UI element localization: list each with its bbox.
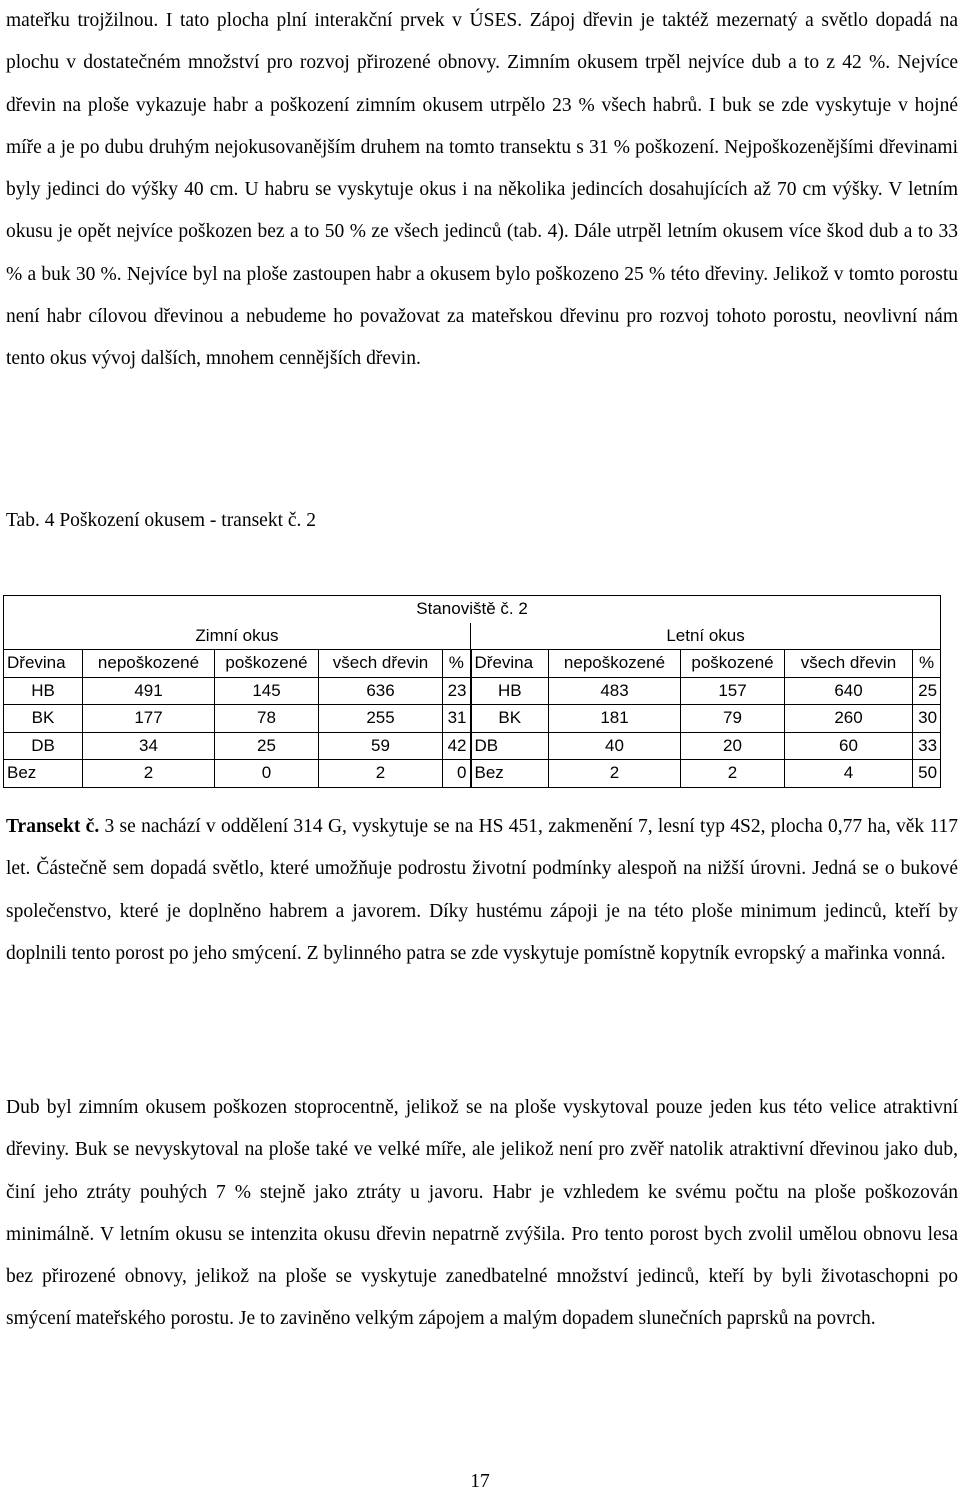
- table-header-row: [4, 650, 941, 678]
- table-cell: 30: [913, 705, 941, 733]
- table-cell: 20: [681, 732, 785, 760]
- table-row: [4, 732, 941, 760]
- table-cell: 60: [785, 732, 913, 760]
- column-header: poškozené: [215, 650, 319, 678]
- table-cell: 79: [681, 705, 785, 733]
- table-cell: 2: [681, 760, 785, 788]
- table-cell: 4: [785, 760, 913, 788]
- table-cell: Bez: [4, 760, 83, 788]
- table-row: [4, 677, 941, 705]
- column-header: poškozené: [681, 650, 785, 678]
- table-cell: 31: [443, 705, 471, 733]
- table-cell: BK: [471, 705, 549, 733]
- table-cell: 25: [215, 732, 319, 760]
- table-cell: BK: [4, 705, 83, 733]
- table-cell: 0: [443, 760, 471, 788]
- table-cell: 42: [443, 732, 471, 760]
- paragraph: mateřku trojžilnou. I tato plocha plní interakční prvek v ÚSES. Zápoj dřevin je taktéž mezernatý a světlo dopadá na plochu v dostatečném množství pro rozvoj přirozené obnovy. Zimním okusem trpěl nejvíce dub a to z 42 %. Nejvíce dřevin na ploše vykazuje habr a poškození zimním okusem utrpělo 23 % všech habrů. I buk se zde vyskytuje v hojné míře a je po dubu druhým nejokusovanějším druhem na tomto transektu s 31 % poškození. Nejpoškozenějšími dřevinami byly jedinci do výšky 40 cm. U habru se vyskytuje okus i na několika jedincích dosahujících až 70 cm výšky. V letním okusu je opět nejvíce poškozen bez a to 50 % ze všech jedinců (tab. 4). Dále utrpěl letním okusem více škod dub a to 33 % a buk 30 %. Nejvíce byl na ploše zastoupen habr a okusem bylo poškozeno 25 % této dřeviny. Jelikož v tomto porostu není habr cílovou dřevinou a nebudeme ho považovat za mateřskou dřevinu pro rozvoj tohoto porostu, neovlivní nám tento okus vývoj dalších, mnohem cennějších dřevin.: [6, 10, 958, 370]
- table-cell: 157: [681, 677, 785, 705]
- table-cell: 2: [83, 760, 215, 788]
- table-cell: 491: [83, 677, 215, 705]
- table-cell: 636: [319, 677, 443, 705]
- table-cell: Bez: [471, 760, 549, 788]
- column-header: Dřevina: [4, 650, 83, 678]
- paragraph: [6, 806, 958, 975]
- table-cell: 0: [215, 760, 319, 788]
- table-cell: 34: [83, 732, 215, 760]
- table-title: Stanoviště č. 2: [4, 596, 941, 623]
- winter-browse-header: Zimní okus: [4, 623, 471, 650]
- table-cell: 25: [913, 677, 941, 705]
- column-header: nepoškozené: [83, 650, 215, 678]
- summer-browse-header: Letní okus: [471, 623, 941, 650]
- table-cell: DB: [4, 732, 83, 760]
- column-header: %: [913, 650, 941, 678]
- table-cell: 50: [913, 760, 941, 788]
- paragraph-body: 3 se nachází v oddělení 314 G, vyskytuje se na HS 451, zakmenění 7, lesní typ 4S2, plocha 0,77 ha, věk 117 let. Částečně sem dopadá světlo, které umožňuje podrostu životní podmínky alespoň na nižší úrovni. Jedná se o bukové společenstvo, které je doplněno habrem a javorem. Díky hustému zápoji je na této ploše minimum jedinců, kteří by doplnili tento porost po jeho smýcení. Z bylinného patra se zde vyskytuje pomístně kopytník evropský a mařinka vonná.: [6, 816, 958, 964]
- table-cell: HB: [471, 677, 549, 705]
- table-cell: 181: [549, 705, 681, 733]
- table-cell: 2: [319, 760, 443, 788]
- table-cell: 33: [913, 732, 941, 760]
- column-header: %: [443, 650, 471, 678]
- column-header: Dřevina: [471, 650, 549, 678]
- table-cell: 40: [549, 732, 681, 760]
- column-header: všech dřevin: [319, 650, 443, 678]
- table-caption: Tab. 4 Poškození okusem - transekt č. 2: [6, 510, 317, 531]
- table-cell: 255: [319, 705, 443, 733]
- table-row: [4, 705, 941, 733]
- page-number: 17: [470, 1471, 490, 1492]
- column-header: všech dřevin: [785, 650, 913, 678]
- transect-heading: Transekt č.: [6, 816, 100, 837]
- damage-table: [3, 595, 941, 788]
- table-cell: HB: [4, 677, 83, 705]
- table-cell: DB: [471, 732, 549, 760]
- table-cell: 483: [549, 677, 681, 705]
- paragraph: Dub byl zimním okusem poškozen stoprocentně, jelikož se na ploše vyskytoval pouze jeden kus této velice atraktivní dřeviny. Buk se nevyskytoval na ploše také ve velké míře, ale jelikož není pro zvěř natolik atraktivní dřevinou jako dub, činí jeho ztráty pouhých 7 % stejně jako ztráty u javoru. Habr je vzhledem ke svému počtu na ploše poškozován minimálně. V letním okusu se intenzita okusu dřevin nepatrně zvýšila. Pro tento porost bych zvolil umělou obnovu lesa bez přirozené obnovy, jelikož na ploše se vyskytuje zanedbatelné množství jedinců, kteří by byli životaschopni po smýcení mateřského porostu. Je to zaviněno velkým zápojem a malým dopadem slunečních paprsků na povrch.: [6, 1097, 958, 1330]
- table-cell: 640: [785, 677, 913, 705]
- column-header: nepoškozené: [549, 650, 681, 678]
- table-cell: 260: [785, 705, 913, 733]
- table-cell: 145: [215, 677, 319, 705]
- table-cell: 2: [549, 760, 681, 788]
- table-cell: 78: [215, 705, 319, 733]
- table-cell: 177: [83, 705, 215, 733]
- table-cell: 23: [443, 677, 471, 705]
- table-row: [4, 760, 941, 788]
- table-cell: 59: [319, 732, 443, 760]
